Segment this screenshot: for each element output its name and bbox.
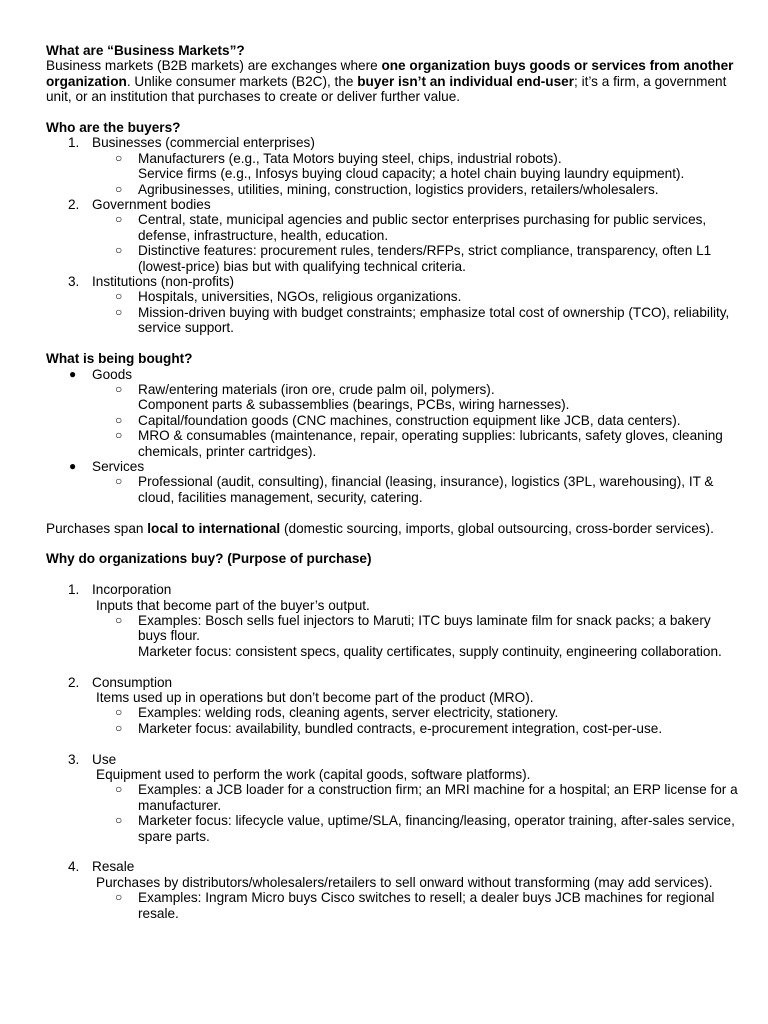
purpose-list-item bbox=[46, 582, 738, 659]
sub-list bbox=[46, 212, 738, 274]
goods-label: Services bbox=[92, 458, 145, 474]
sub-item-text: Marketer focus: availability, bundled contracts, e-procurement integration, cost-per-use. bbox=[138, 720, 663, 736]
buyer-label: Institutions (non-profits) bbox=[92, 274, 235, 290]
purpose-label: Consumption bbox=[92, 674, 173, 690]
sub-list bbox=[46, 382, 738, 459]
sub-item-text: Marketer focus: consistent specs, quality certificates, supply continuity, engineering collaboration. bbox=[138, 643, 722, 659]
spacer bbox=[46, 844, 738, 859]
q1.para-run: one organization buys goods or services from another organization bbox=[46, 58, 734, 89]
buyer-list-item bbox=[46, 274, 738, 336]
list-number: 3. bbox=[68, 751, 80, 767]
purpose-label: Resale bbox=[92, 859, 135, 875]
sub-item-text: Service firms (e.g., Infosys buying cloud capacity; a hotel chain buying laundry equipment). bbox=[138, 166, 685, 182]
q1.para-run: ; it’s a firm, a government unit, or an institution that purchases to create or deliver further value. bbox=[46, 73, 727, 105]
goods-label: Goods bbox=[92, 366, 133, 382]
goods-services-list bbox=[46, 367, 738, 506]
hollow-bullet-icon: ○ bbox=[115, 181, 123, 196]
hollow-bullet-icon: ○ bbox=[115, 150, 123, 165]
purpose-label: Use bbox=[92, 751, 117, 767]
heading-business-markets: What are “Business Markets”? bbox=[46, 43, 245, 58]
sub-item-text: Manufacturers (e.g., Tata Motors buying steel, chips, industrial robots). bbox=[138, 150, 562, 166]
q3.span_para-run: (domestic sourcing, imports, global outsourcing, cross-border services). bbox=[280, 520, 714, 536]
buyer-list-item bbox=[46, 135, 738, 197]
sub-item-text: Examples: Bosch sells fuel injectors to Maruti; ITC buys laminate film for snack packs; a bakery buys flour. bbox=[138, 612, 711, 644]
spacer bbox=[46, 736, 738, 751]
hollow-bullet-icon: ○ bbox=[115, 381, 123, 396]
sub-list-item bbox=[92, 151, 738, 182]
definition-paragraph bbox=[46, 58, 738, 104]
sub-list bbox=[46, 289, 738, 335]
sub-item-text: Marketer focus: lifecycle value, uptime/SLA, financing/leasing, operator training, after-sales service, spare parts. bbox=[138, 813, 735, 844]
spacer bbox=[46, 659, 738, 674]
purpose-list-item bbox=[46, 859, 738, 921]
sub-item-text: Examples: welding rods, cleaning agents, server electricity, stationery. bbox=[138, 705, 559, 721]
sub-list bbox=[46, 474, 738, 505]
list-number: 1. bbox=[68, 582, 80, 598]
q1.para-run: Business markets (B2B markets) are exchanges where bbox=[46, 58, 382, 74]
purpose-description: Inputs that become part of the buyer’s output. bbox=[96, 597, 370, 613]
hollow-bullet-icon: ○ bbox=[115, 304, 123, 319]
sub-list-item bbox=[92, 289, 738, 304]
hollow-bullet-icon: ○ bbox=[115, 720, 123, 735]
sub-list-item bbox=[92, 474, 738, 505]
hollow-bullet-icon: ○ bbox=[115, 705, 123, 720]
list-number: 3. bbox=[68, 274, 80, 290]
purpose-list-item bbox=[46, 752, 738, 844]
sub-list-item bbox=[92, 305, 738, 336]
sub-list-item bbox=[92, 413, 738, 428]
sub-list bbox=[46, 705, 738, 736]
purpose-list bbox=[46, 582, 738, 921]
sub-list bbox=[46, 613, 738, 659]
sub-item-text: Distinctive features: procurement rules, tenders/RFPs, strict compliance, transparency, often L1 (lowest-price) bias but with qualifying technical criteria. bbox=[138, 243, 712, 274]
buyer-list-item bbox=[46, 197, 738, 274]
buyers-list bbox=[46, 135, 738, 335]
sub-list bbox=[46, 151, 738, 197]
sub-item-text: Hospitals, universities, NGOs, religious organizations. bbox=[138, 289, 462, 305]
goods-list-item bbox=[46, 367, 738, 459]
heading-who-are-buyers: Who are the buyers? bbox=[46, 120, 181, 136]
purpose-description: Items used up in operations but don’t become part of the product (MRO). bbox=[96, 689, 534, 705]
sub-list-item bbox=[92, 212, 738, 243]
q3.span_para-run: Purchases span bbox=[46, 520, 148, 536]
sub-item-text: Examples: a JCB loader for a construction firm; an MRI machine for a hospital; an ERP license for a manufacturer. bbox=[138, 782, 738, 813]
sub-list-item bbox=[92, 782, 738, 813]
hollow-bullet-icon: ○ bbox=[115, 243, 123, 258]
sub-item-text: Agribusinesses, utilities, mining, construction, logistics providers, retailers/wholesalers. bbox=[138, 181, 659, 197]
sub-item-text: Professional (audit, consulting), financial (leasing, insurance), logistics (3PL, warehousing), IT & cloud, facilities management, security, catering. bbox=[138, 474, 714, 505]
q1.para-run: buyer isn’t an individual end-user bbox=[357, 73, 575, 89]
hollow-bullet-icon: ○ bbox=[115, 813, 123, 828]
purchases-span-paragraph bbox=[46, 521, 738, 536]
sub-item-text: Examples: Ingram Micro buys Cisco switches to resell; a dealer buys JCB machines for regional resale. bbox=[138, 890, 715, 921]
sub-list bbox=[46, 890, 738, 921]
sub-list bbox=[46, 782, 738, 844]
list-number: 4. bbox=[68, 859, 80, 875]
sub-list-item bbox=[92, 890, 738, 921]
purpose-description: Purchases by distributors/wholesalers/retailers to sell onward without transforming (may add services). bbox=[96, 874, 713, 890]
hollow-bullet-icon: ○ bbox=[115, 782, 123, 797]
buyer-label: Government bodies bbox=[92, 197, 211, 213]
bullet-icon: ● bbox=[69, 458, 77, 473]
sub-item-text: Mission-driven buying with budget constraints; emphasize total cost of ownership (TCO), reliability, service support. bbox=[138, 304, 730, 336]
q3.span_para-run: local to international bbox=[147, 520, 281, 536]
list-number: 2. bbox=[68, 197, 80, 213]
bullet-icon: ● bbox=[69, 366, 77, 381]
sub-list-item bbox=[92, 705, 738, 720]
hollow-bullet-icon: ○ bbox=[115, 474, 123, 489]
heading-what-is-bought: What is being bought? bbox=[46, 351, 193, 367]
sub-item-text: Capital/foundation goods (CNC machines, construction equipment like JCB, data centers). bbox=[138, 412, 681, 428]
sub-list-item bbox=[92, 813, 738, 844]
purpose-description: Equipment used to perform the work (capital goods, software platforms). bbox=[96, 766, 531, 782]
sub-list-item bbox=[92, 382, 738, 413]
sub-list-item bbox=[92, 613, 738, 659]
goods-list-item bbox=[46, 459, 738, 505]
q1.para-run: . Unlike consumer markets (B2C), the bbox=[126, 73, 358, 89]
hollow-bullet-icon: ○ bbox=[115, 289, 123, 304]
sub-item-text: Component parts & subassemblies (bearings, PCBs, wiring harnesses). bbox=[138, 397, 570, 413]
purpose-label: Incorporation bbox=[92, 582, 172, 598]
hollow-bullet-icon: ○ bbox=[115, 212, 123, 227]
sub-list-item bbox=[92, 428, 738, 459]
sub-list-item bbox=[92, 721, 738, 736]
hollow-bullet-icon: ○ bbox=[115, 428, 123, 443]
hollow-bullet-icon: ○ bbox=[115, 412, 123, 427]
sub-item-text: Raw/entering materials (iron ore, crude palm oil, polymers). bbox=[138, 381, 495, 397]
hollow-bullet-icon: ○ bbox=[115, 612, 123, 627]
heading-why-buy: Why do organizations buy? (Purpose of purchase) bbox=[46, 551, 372, 567]
sub-list-item bbox=[92, 182, 738, 197]
sub-list-item bbox=[92, 243, 738, 274]
hollow-bullet-icon: ○ bbox=[115, 890, 123, 905]
list-number: 2. bbox=[68, 674, 80, 690]
sub-item-text: Central, state, municipal agencies and public sector enterprises purchasing for public services, defense, infrastructure, health, education. bbox=[138, 212, 707, 243]
buyer-label: Businesses (commercial enterprises) bbox=[92, 135, 315, 151]
list-number: 1. bbox=[68, 135, 80, 151]
sub-item-text: MRO & consumables (maintenance, repair, operating supplies: lubricants, safety gloves, cleaning chemicals, printer cartridges). bbox=[138, 428, 723, 459]
purpose-list-item bbox=[46, 675, 738, 737]
